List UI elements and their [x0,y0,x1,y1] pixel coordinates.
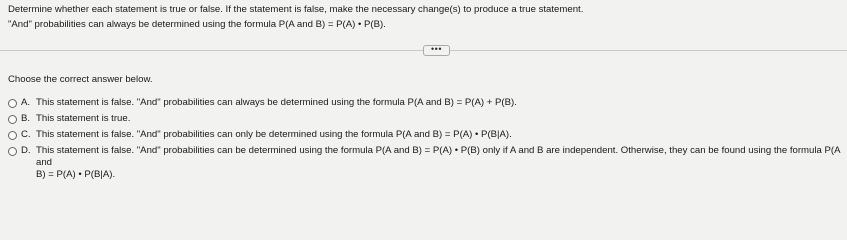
answer-options [8,97,847,181]
question-statement: "And" probabilities can always be determined using the formula P(A and B) = P(A) • P(B). [8,19,386,30]
ellipsis-icon: ••• [431,43,442,54]
answer-prompt: Choose the correct answer below. [8,74,153,85]
option-d[interactable] [8,145,847,181]
option-letter: B. [21,113,31,124]
option-text: This statement is false. "And" probabilities can always be determined using the formula P(A and B) = P(A) + P(B). [36,97,517,108]
question-instruction: Determine whether each statement is true or false. If the statement is false, make the necessary change(s) to produce a true statement. [8,4,584,15]
option-text: This statement is false. "And" probabilities can only be determined using the formula P(A and B) = P(A) • P(B|A). [36,129,512,140]
option-a[interactable] [8,97,847,109]
option-b[interactable] [8,113,847,125]
radio-button-a[interactable] [8,99,17,108]
option-text: This statement is true. [36,113,131,124]
more-button[interactable] [423,45,450,56]
radio-button-b[interactable] [8,115,17,124]
option-text: This statement is false. "And" probabilities can be determined using the formula P(A and B) = P(A) • P(B) only if A and B are independent. Otherwise, they can be found using the formula P(A and B) = P(A) • P(B|A). [36,145,840,180]
radio-button-d[interactable] [8,147,17,156]
option-letter: A. [21,97,31,108]
option-c[interactable] [8,129,847,141]
radio-button-c[interactable] [8,131,17,140]
option-letter: C. [21,129,31,140]
option-letter: D. [21,145,31,156]
